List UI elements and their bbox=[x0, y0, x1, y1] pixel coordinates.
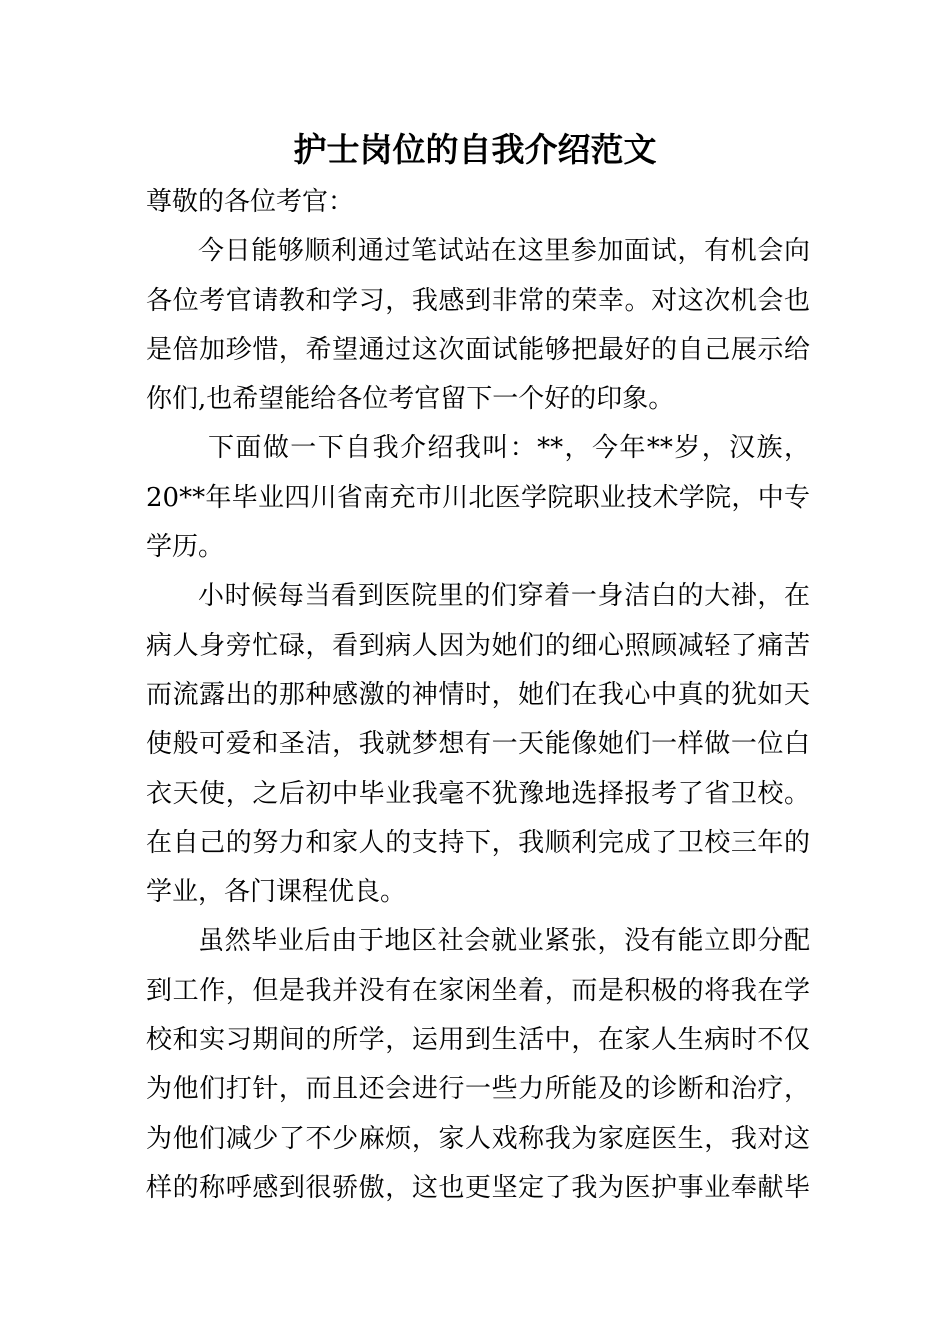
text-line: 今日能够顺利通过笔试站在这里参加面试，有机会向 bbox=[198, 236, 810, 267]
text-line: 学历。 bbox=[146, 532, 225, 563]
paragraph-2 bbox=[146, 424, 810, 572]
salutation bbox=[146, 178, 810, 227]
text-line: 使般可爱和圣洁，我就梦想有一天能像她们一样做一位白 bbox=[146, 729, 810, 760]
text-line: 到工作，但是我并没有在家闲坐着，而是积极的将我在学 bbox=[146, 975, 810, 1006]
paragraph-3 bbox=[146, 572, 810, 917]
text-line: 你们,也希望能给各位考官留下一个好的印象。 bbox=[146, 384, 675, 415]
text-line: 病人身旁忙碌，看到病人因为她们的细心照顾减轻了痛苦 bbox=[146, 630, 810, 661]
text-line: 虽然毕业后由于地区社会就业紧张，没有能立即分配 bbox=[198, 926, 810, 957]
text-line: 下面做一下自我介绍我叫：**，今年**岁，汉族， bbox=[208, 433, 810, 464]
text-line: 为他们减少了不少麻烦，家人戏称我为家庭医生，我对这 bbox=[146, 1123, 810, 1154]
text-line: 而流露出的那种感激的神情时，她们在我心中真的犹如天 bbox=[146, 679, 810, 710]
text-line: 在自己的努力和家人的支持下，我顺利完成了卫校三年的 bbox=[146, 827, 810, 858]
paragraph-1 bbox=[146, 227, 810, 424]
text-line: 衣天使，之后初中毕业我毫不犹豫地选择报考了省卫校。 bbox=[146, 778, 810, 809]
text-line: 学业，各门课程优良。 bbox=[146, 877, 407, 908]
text-line: 各位考官请教和学习，我感到非常的荣幸。对这次机会也 bbox=[146, 285, 810, 316]
text-line: 20**年毕业四川省南充市川北医学院职业技术学院，中专 bbox=[146, 482, 810, 513]
paragraph-4 bbox=[146, 917, 810, 1213]
document-body bbox=[146, 178, 810, 1213]
text-line: 样的称呼感到很骄傲，这也更坚定了我为医护事业奉献毕 bbox=[146, 1172, 810, 1203]
text-line: 为他们打针，而且还会进行一些力所能及的诊断和治疗， bbox=[146, 1074, 810, 1105]
text-line: 校和实习期间的所学，运用到生活中，在家人生病时不仅 bbox=[146, 1025, 810, 1056]
text-line: 是倍加珍惜，希望通过这次面试能够把最好的自己展示给 bbox=[146, 334, 810, 365]
text-line: 小时候每当看到医院里的们穿着一身洁白的大褂，在 bbox=[198, 581, 810, 612]
text-line: 尊敬的各位考官： bbox=[146, 187, 355, 217]
document-title: 护士岗位的自我介绍范文 bbox=[293, 130, 657, 169]
